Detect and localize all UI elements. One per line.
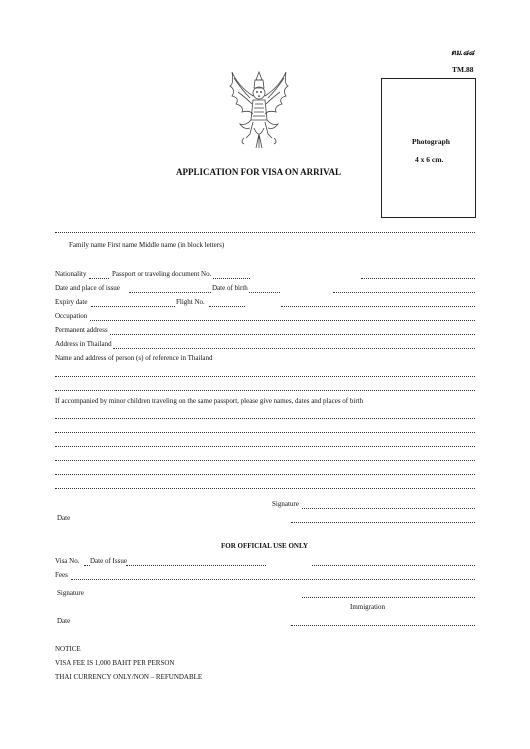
expiry-date-field[interactable] xyxy=(91,306,175,307)
date-place-issue-label: Date and place of issue xyxy=(55,284,120,292)
date-of-issue-label: Date of Issue xyxy=(90,557,127,565)
photograph-label: Photograph xyxy=(412,137,450,146)
children-field-6[interactable] xyxy=(55,488,475,489)
official-date-label: Date xyxy=(57,617,71,625)
applicant-signature-field[interactable] xyxy=(302,508,475,509)
reference-person-label: Name and address of person (s) of reference in Thailand xyxy=(55,354,213,362)
reference-person-field-2[interactable] xyxy=(55,390,475,391)
applicant-date-label: Date xyxy=(57,514,71,522)
flight-no-field-2[interactable] xyxy=(281,306,475,307)
date-of-issue-field[interactable] xyxy=(126,565,266,566)
garuda-emblem-icon xyxy=(226,68,292,155)
children-field-3[interactable] xyxy=(55,446,475,447)
fees-label: Fees xyxy=(55,571,68,579)
passport-no-label: Passport or traveling document No. xyxy=(112,270,212,278)
immigration-label: Immigration xyxy=(350,603,385,611)
children-field-1[interactable] xyxy=(55,418,475,419)
visa-no-label: Visa No. xyxy=(55,557,80,565)
date-of-issue-field-2[interactable] xyxy=(312,565,475,566)
address-thailand-label: Address in Thailand xyxy=(55,340,112,348)
official-signature-label: Signature xyxy=(57,589,84,597)
passport-no-field-2[interactable] xyxy=(361,278,475,279)
flight-no-field[interactable] xyxy=(209,306,245,307)
flight-no-label: Flight No. xyxy=(176,298,205,306)
occupation-field[interactable] xyxy=(90,320,475,321)
name-field[interactable] xyxy=(55,232,475,233)
permanent-address-field[interactable] xyxy=(110,334,475,335)
notice-fee: VISA FEE IS 1,000 BAHT PER PERSON xyxy=(55,659,175,667)
nationality-label: Nationality xyxy=(55,270,87,278)
visa-no-field[interactable] xyxy=(84,565,90,566)
fees-field[interactable] xyxy=(71,579,475,580)
photograph-box[interactable] xyxy=(381,78,476,218)
children-label: If accompanied by minor children traveling on the same passport, please give names, dates and places of birth xyxy=(55,397,364,405)
name-caption: Family name First name Middle name (in block letters) xyxy=(69,241,225,249)
notice-currency: THAI CURRENCY ONLY/NON – REFUNDABLE xyxy=(55,673,203,681)
official-signature-field[interactable] xyxy=(302,597,475,598)
date-place-issue-field[interactable] xyxy=(129,292,211,293)
applicant-signature-label: Signature xyxy=(272,500,299,508)
date-of-birth-field-2[interactable] xyxy=(333,292,475,293)
children-field-4[interactable] xyxy=(55,460,475,461)
date-of-birth-field[interactable] xyxy=(249,292,280,293)
passport-no-field[interactable] xyxy=(213,278,250,279)
date-of-birth-label: Date of birth xyxy=(212,284,248,292)
occupation-label: Occupation xyxy=(55,312,88,320)
notice-heading: NOTICE xyxy=(55,645,81,653)
form-code: TM.88 xyxy=(452,65,474,74)
children-field-5[interactable] xyxy=(55,474,475,475)
reference-person-field-1[interactable] xyxy=(55,376,475,377)
applicant-date-field[interactable] xyxy=(291,522,475,523)
permanent-address-label: Permanent address xyxy=(55,326,108,334)
thai-form-code: ตม.๘๘ xyxy=(451,48,475,57)
nationality-field[interactable] xyxy=(89,278,109,279)
expiry-date-label: Expiry date xyxy=(55,298,88,306)
official-date-field[interactable] xyxy=(291,625,475,626)
address-thailand-field[interactable] xyxy=(113,348,475,349)
form-title: APPLICATION FOR VISA ON ARRIVAL xyxy=(176,167,342,177)
official-use-heading: FOR OFFICIAL USE ONLY xyxy=(221,542,309,550)
children-field-2[interactable] xyxy=(55,432,475,433)
photograph-size: 4 x 6 cm. xyxy=(415,155,444,164)
